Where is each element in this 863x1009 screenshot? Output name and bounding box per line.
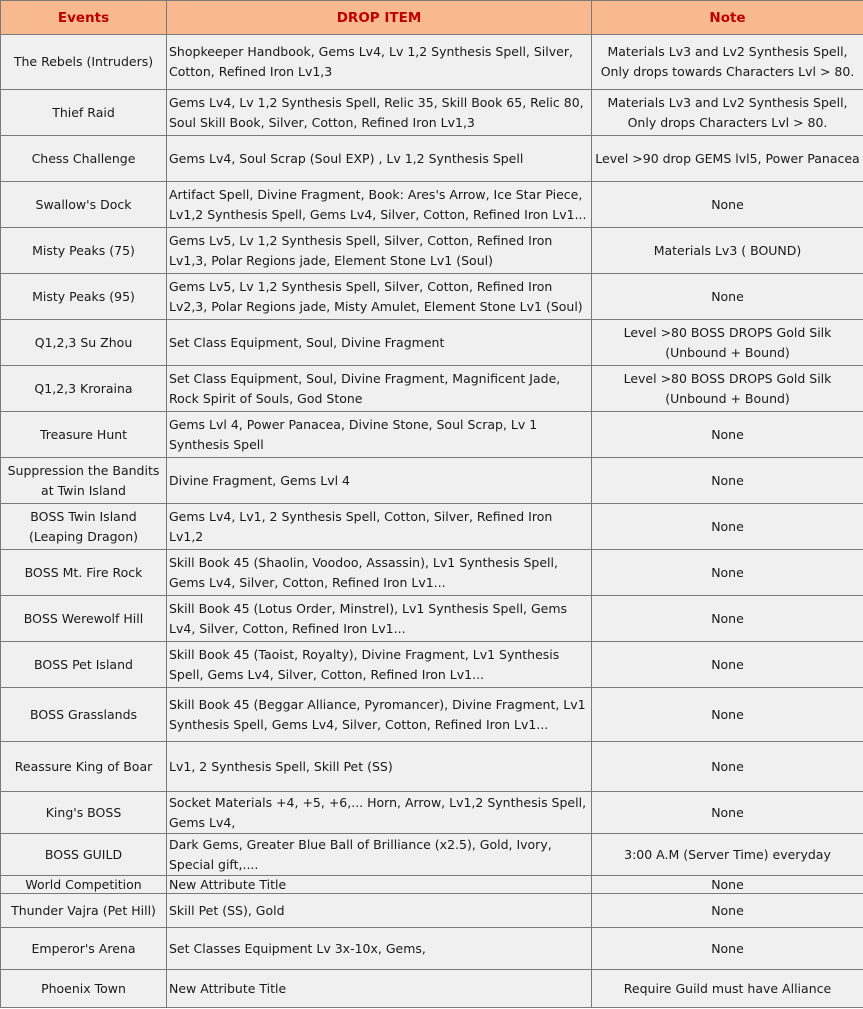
drop-item-cell: Set Classes Equipment Lv 3x-10x, Gems,	[167, 928, 592, 970]
table-row	[1, 928, 863, 970]
event-cell: Treasure Hunt	[1, 412, 167, 458]
drop-item-cell: Shopkeeper Handbook, Gems Lv4, Lv 1,2 Synthesis Spell, Silver, Cotton, Refined Iron Lv1,3	[167, 35, 592, 90]
event-cell: Thief Raid	[1, 90, 167, 136]
event-cell: King's BOSS	[1, 792, 167, 834]
event-cell: The Rebels (Intruders)	[1, 35, 167, 90]
note-cell: 3:00 A.M (Server Time) everyday	[592, 834, 863, 876]
note-cell: None	[592, 182, 863, 228]
event-cell: Phoenix Town	[1, 970, 167, 1008]
table-row	[1, 504, 863, 550]
table-row	[1, 90, 863, 136]
note-cell: Materials Lv3 and Lv2 Synthesis Spell, Only drops Characters Lvl > 80.	[592, 90, 863, 136]
event-cell: World Competition	[1, 876, 167, 894]
note-cell: Level >90 drop GEMS lvl5, Power Panacea	[592, 136, 863, 182]
table-row	[1, 876, 863, 894]
table-row	[1, 596, 863, 642]
drop-item-cell: Skill Book 45 (Taoist, Royalty), Divine Fragment, Lv1 Synthesis Spell, Gems Lv4, Silver, Cotton, Refined Iron Lv1...	[167, 642, 592, 688]
drop-item-cell: Gems Lv4, Lv 1,2 Synthesis Spell, Relic 35, Skill Book 65, Relic 80, Soul Skill Book, Silver, Cotton, Refined Iron Lv1,3	[167, 90, 592, 136]
event-cell: BOSS GUILD	[1, 834, 167, 876]
header-row	[1, 1, 863, 35]
event-cell: Misty Peaks (95)	[1, 274, 167, 320]
event-cell: BOSS Twin Island (Leaping Dragon)	[1, 504, 167, 550]
table-row	[1, 894, 863, 928]
event-cell: Q1,2,3 Su Zhou	[1, 320, 167, 366]
note-cell: None	[592, 274, 863, 320]
event-cell: BOSS Pet Island	[1, 642, 167, 688]
table-row	[1, 412, 863, 458]
note-cell: Materials Lv3 ( BOUND)	[592, 228, 863, 274]
header-drop-item: DROP ITEM	[167, 1, 592, 35]
drop-item-cell: Gems Lv4, Soul Scrap (Soul EXP) , Lv 1,2 Synthesis Spell	[167, 136, 592, 182]
note-cell: Materials Lv3 and Lv2 Synthesis Spell, Only drops towards Characters Lvl > 80.	[592, 35, 863, 90]
note-cell: None	[592, 876, 863, 894]
note-cell: None	[592, 504, 863, 550]
table-row	[1, 366, 863, 412]
drop-item-cell: Lv1, 2 Synthesis Spell, Skill Pet (SS)	[167, 742, 592, 792]
note-cell: None	[592, 458, 863, 504]
note-cell: None	[592, 596, 863, 642]
note-cell: None	[592, 742, 863, 792]
note-cell: None	[592, 894, 863, 928]
event-cell: Suppression the Bandits at Twin Island	[1, 458, 167, 504]
note-cell: None	[592, 928, 863, 970]
table-row	[1, 742, 863, 792]
event-cell: Reassure King of Boar	[1, 742, 167, 792]
event-cell: Emperor's Arena	[1, 928, 167, 970]
drop-item-cell: Gems Lv5, Lv 1,2 Synthesis Spell, Silver, Cotton, Refined Iron Lv1,3, Polar Regions jade, Element Stone Lv1 (Soul)	[167, 228, 592, 274]
drop-item-cell: Socket Materials +4, +5, +6,... Horn, Arrow, Lv1,2 Synthesis Spell, Gems Lv4,	[167, 792, 592, 834]
event-cell: BOSS Mt. Fire Rock	[1, 550, 167, 596]
drop-item-cell: Skill Book 45 (Lotus Order, Minstrel), Lv1 Synthesis Spell, Gems Lv4, Silver, Cotton, Refined Iron Lv1...	[167, 596, 592, 642]
table-row	[1, 182, 863, 228]
drop-item-cell: Divine Fragment, Gems Lvl 4	[167, 458, 592, 504]
table-row	[1, 792, 863, 834]
drop-item-cell: New Attribute Title	[167, 970, 592, 1008]
table-row	[1, 970, 863, 1008]
table-row	[1, 274, 863, 320]
note-cell: None	[592, 792, 863, 834]
note-cell: Require Guild must have Alliance	[592, 970, 863, 1008]
event-cell: Misty Peaks (75)	[1, 228, 167, 274]
table-row	[1, 320, 863, 366]
note-cell: None	[592, 412, 863, 458]
drop-item-cell: Dark Gems, Greater Blue Ball of Brilliance (x2.5), Gold, Ivory, Special gift,....	[167, 834, 592, 876]
note-cell: None	[592, 688, 863, 742]
drop-item-cell: Gems Lv4, Lv1, 2 Synthesis Spell, Cotton, Silver, Refined Iron Lv1,2	[167, 504, 592, 550]
table-row	[1, 688, 863, 742]
event-cell: BOSS Grasslands	[1, 688, 167, 742]
note-cell: Level >80 BOSS DROPS Gold Silk (Unbound + Bound)	[592, 366, 863, 412]
drop-item-cell: New Attribute Title	[167, 876, 592, 894]
header-note: Note	[592, 1, 863, 35]
event-cell: Chess Challenge	[1, 136, 167, 182]
note-cell: None	[592, 550, 863, 596]
event-cell: Thunder Vajra (Pet Hill)	[1, 894, 167, 928]
table-row	[1, 834, 863, 876]
table-row	[1, 35, 863, 90]
table-row	[1, 550, 863, 596]
drop-item-cell: Set Class Equipment, Soul, Divine Fragment	[167, 320, 592, 366]
note-cell: None	[592, 642, 863, 688]
drop-item-cell: Artifact Spell, Divine Fragment, Book: Ares's Arrow, Ice Star Piece, Lv1,2 Synthesis Spell, Gems Lv4, Silver, Cotton, Refined Iron Lv1...	[167, 182, 592, 228]
table-row	[1, 458, 863, 504]
drop-item-cell: Skill Book 45 (Beggar Alliance, Pyromancer), Divine Fragment, Lv1 Synthesis Spell, Gems Lv4, Silver, Cotton, Refined Iron Lv1...	[167, 688, 592, 742]
drop-item-cell: Skill Pet (SS), Gold	[167, 894, 592, 928]
note-cell: Level >80 BOSS DROPS Gold Silk (Unbound + Bound)	[592, 320, 863, 366]
drop-item-cell: Set Class Equipment, Soul, Divine Fragment, Magnificent Jade, Rock Spirit of Souls, God Stone	[167, 366, 592, 412]
event-cell: Swallow's Dock	[1, 182, 167, 228]
table-row	[1, 228, 863, 274]
drop-item-cell: Skill Book 45 (Shaolin, Voodoo, Assassin), Lv1 Synthesis Spell, Gems Lv4, Silver, Cotton, Refined Iron Lv1...	[167, 550, 592, 596]
drop-item-cell: Gems Lvl 4, Power Panacea, Divine Stone, Soul Scrap, Lv 1 Synthesis Spell	[167, 412, 592, 458]
header-events: Events	[1, 1, 167, 35]
event-cell: Q1,2,3 Kroraina	[1, 366, 167, 412]
drop-item-cell: Gems Lv5, Lv 1,2 Synthesis Spell, Silver, Cotton, Refined Iron Lv2,3, Polar Regions jade, Misty Amulet, Element Stone Lv1 (Soul)	[167, 274, 592, 320]
table-row	[1, 136, 863, 182]
table-row	[1, 642, 863, 688]
event-cell: BOSS Werewolf Hill	[1, 596, 167, 642]
